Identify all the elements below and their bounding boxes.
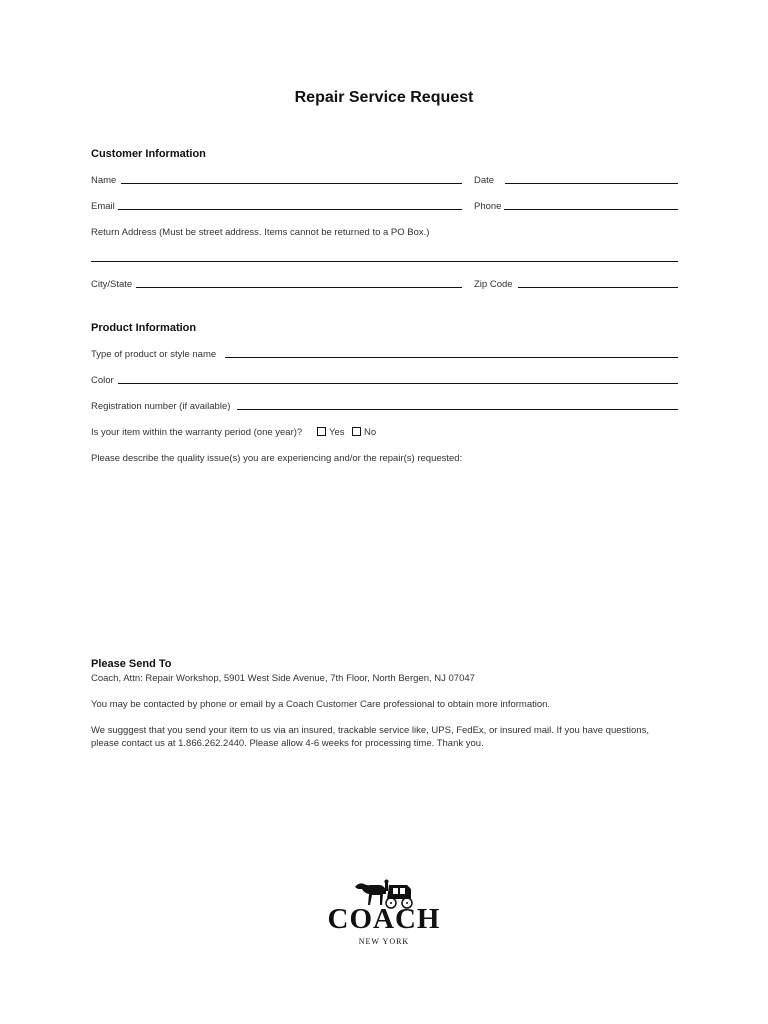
warranty-question: Is your item within the warranty period (one year)?: [91, 427, 303, 438]
contact-note: You may be contacted by phone or email by a Coach Customer Care professional to obtain more information.: [91, 699, 551, 710]
name-field[interactable]: [121, 183, 462, 184]
no-label: No: [364, 427, 377, 438]
return-address-label: Return Address (Must be street address. Items cannot be returned to a PO Box.): [91, 227, 430, 238]
name-label: Name: [91, 175, 117, 186]
describe-issue-label: Please describe the quality issue(s) you are experiencing and/or the repair(s) requested:: [91, 453, 463, 464]
no-checkbox[interactable]: [352, 427, 361, 436]
color-field[interactable]: [118, 383, 678, 384]
send-to-heading: Please Send To: [91, 658, 172, 670]
color-label: Color: [91, 375, 114, 386]
email-label: Email: [91, 201, 115, 212]
shipping-note-line-1: We sugggest that you send your item to us via an insured, trackable service like, UPS, FedEx, or insured mail. If you have questions,: [91, 725, 649, 736]
yes-label: Yes: [329, 427, 345, 438]
product-info-heading: Product Information: [91, 322, 197, 334]
date-label: Date: [474, 175, 495, 186]
city-state-label: City/State: [91, 279, 133, 290]
phone-field[interactable]: [504, 209, 678, 210]
zip-code-field[interactable]: [518, 287, 678, 288]
return-address-field[interactable]: [91, 261, 678, 262]
new-york-logo-text: NEW YORK: [358, 937, 410, 946]
shipping-note-line-2: please contact us at 1.866.262.2440. Please allow 4-6 weeks for processing time. Thank you.: [91, 738, 484, 749]
product-type-label: Type of product or style name: [91, 349, 217, 360]
email-field[interactable]: [118, 209, 462, 210]
yes-checkbox[interactable]: [317, 427, 326, 436]
zip-code-label: Zip Code: [474, 279, 513, 290]
date-field[interactable]: [505, 183, 678, 184]
customer-info-heading: Customer Information: [91, 148, 206, 160]
describe-issue-area[interactable]: [91, 470, 678, 640]
send-to-address: Coach, Attn: Repair Workshop, 5901 West Side Avenue, 7th Floor, North Bergen, NJ 07047: [91, 673, 475, 684]
product-type-field[interactable]: [225, 357, 678, 358]
registration-label: Registration number (if available): [91, 401, 231, 412]
page-title: Repair Service Request: [294, 89, 474, 106]
registration-field[interactable]: [237, 409, 678, 410]
phone-label: Phone: [474, 201, 502, 212]
coach-logo-text: COACH: [327, 903, 441, 935]
city-state-field[interactable]: [136, 287, 462, 288]
warranty-yes-option[interactable]: [317, 427, 345, 438]
warranty-no-option[interactable]: [352, 427, 376, 438]
